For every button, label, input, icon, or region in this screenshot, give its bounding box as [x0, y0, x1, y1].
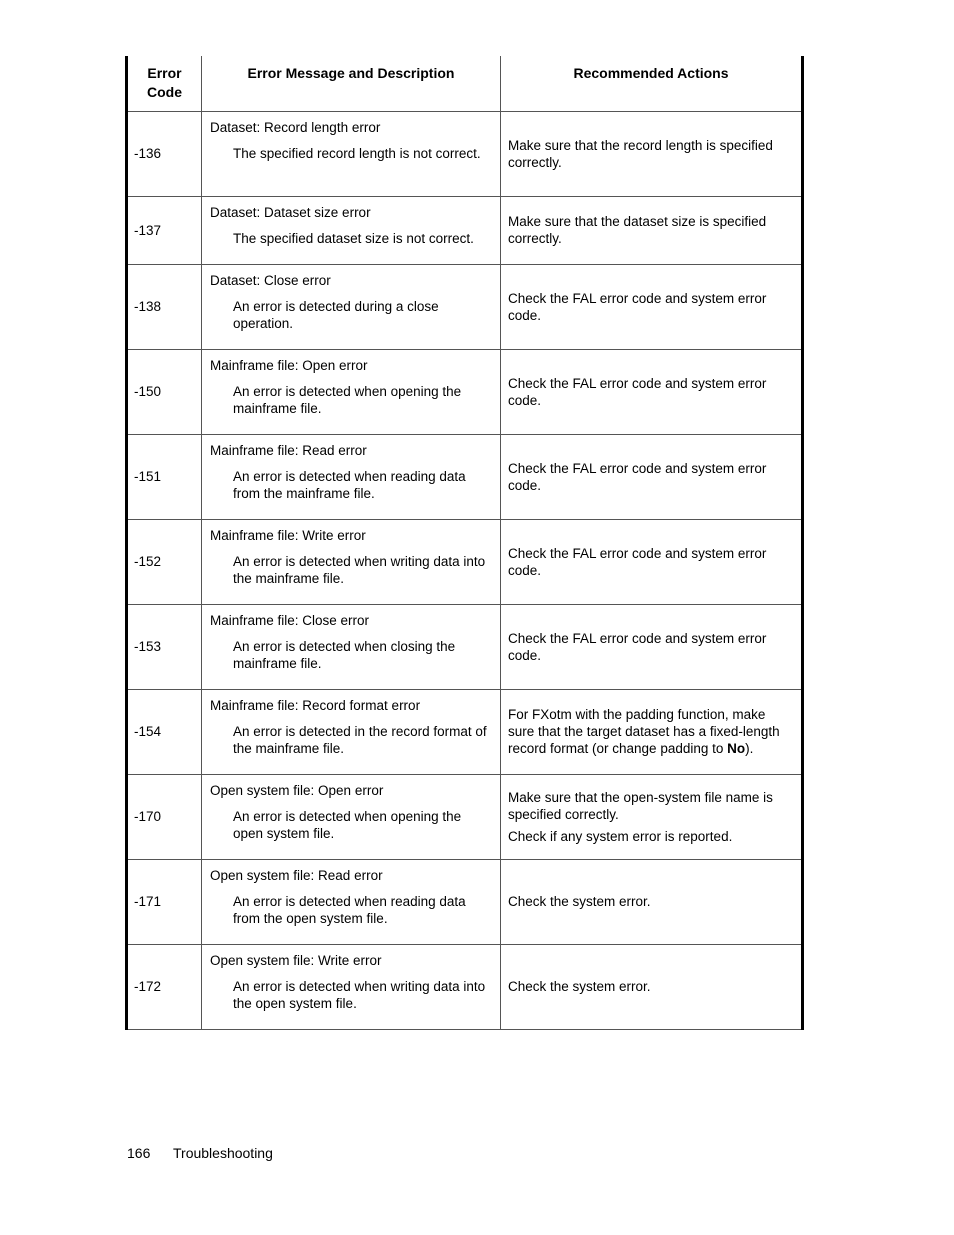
- error-code-cell: -138: [127, 264, 202, 349]
- recommended-action-cell: [501, 111, 803, 196]
- recommended-action-cell: [501, 944, 803, 1029]
- error-message-title: Mainframe file: Close error: [210, 612, 370, 628]
- table-row: [127, 689, 803, 774]
- error-description: An error is detected when closing the mainframe file.: [233, 638, 456, 671]
- recommended-action-text: Make sure that the dataset size is specified correctly.: [508, 214, 767, 246]
- error-message-title: Mainframe file: Open error: [210, 357, 368, 373]
- recommended-action-cell: [501, 349, 803, 434]
- error-message-cell: [202, 111, 501, 196]
- header-error-code: Error Code: [127, 56, 202, 111]
- table-row: [127, 196, 803, 264]
- error-description: An error is detected when opening the open system file.: [233, 808, 462, 841]
- error-code-table: [125, 56, 804, 1030]
- error-message-cell: [202, 689, 501, 774]
- recommended-action-cell: [501, 519, 803, 604]
- header-recommended-actions: Recommended Actions: [501, 56, 803, 111]
- error-description: An error is detected when writing data into the open system file.: [233, 978, 486, 1011]
- error-message-title: Open system file: Read error: [210, 867, 383, 883]
- recommended-action-cell: [501, 264, 803, 349]
- error-message-cell: [202, 349, 501, 434]
- table-row: [127, 111, 803, 196]
- error-code-cell: -137: [127, 196, 202, 264]
- error-message-cell: [202, 434, 501, 519]
- recommended-action-text: Check if any system error is reported.: [508, 828, 733, 844]
- error-message-title: Mainframe file: Record format error: [210, 697, 421, 713]
- error-description: An error is detected during a close operation.: [233, 298, 439, 331]
- error-description: The specified dataset size is not correct.: [233, 230, 474, 246]
- action-text-part: ).: [745, 741, 754, 756]
- error-message-cell: [202, 859, 501, 944]
- recommended-action-cell: [501, 604, 803, 689]
- page-footer: [127, 1145, 273, 1161]
- error-code-cell: -150: [127, 349, 202, 434]
- error-code-cell: -136: [127, 111, 202, 196]
- table-row: [127, 604, 803, 689]
- error-message-title: Mainframe file: Read error: [210, 442, 367, 458]
- error-code-cell: -170: [127, 774, 202, 859]
- recommended-action-text: Make sure that the open-system file name is specified correctly.: [508, 789, 773, 822]
- error-message-cell: [202, 196, 501, 264]
- recommended-action-text: Check the system error.: [508, 894, 651, 909]
- recommended-action-text: Check the system error.: [508, 979, 651, 994]
- table-row: [127, 434, 803, 519]
- table-row: [127, 944, 803, 1029]
- recommended-action-cell: [501, 689, 803, 774]
- recommended-action-cell: [501, 434, 803, 519]
- error-message-cell: [202, 519, 501, 604]
- error-description: An error is detected when reading data from the mainframe file.: [233, 468, 466, 501]
- error-code-cell: -154: [127, 689, 202, 774]
- table-row: [127, 519, 803, 604]
- recommended-action-text: Check the FAL error code and system error code.: [508, 290, 767, 323]
- error-message-cell: [202, 264, 501, 349]
- error-message-title: Mainframe file: Write error: [210, 527, 366, 543]
- header-error-message: Error Message and Description: [202, 56, 501, 111]
- error-description: The specified record length is not correct.: [233, 145, 481, 161]
- recommended-action-text: Check the FAL error code and system error code.: [508, 630, 767, 663]
- page-number: 166: [127, 1145, 151, 1161]
- table-row: [127, 859, 803, 944]
- error-description: An error is detected in the record format of the mainframe file.: [233, 723, 487, 756]
- error-description: An error is detected when writing data into the mainframe file.: [233, 553, 486, 586]
- error-message-cell: [202, 944, 501, 1029]
- recommended-action-text: Check the FAL error code and system error code.: [508, 460, 767, 493]
- error-code-cell: -171: [127, 859, 202, 944]
- error-description: An error is detected when reading data from the open system file.: [233, 893, 466, 926]
- action-text-part: For FXotm with the padding function, make sure that the target dataset has a fixed-length record format (or change padding to: [508, 707, 780, 756]
- error-message-title: Dataset: Dataset size error: [210, 204, 371, 220]
- error-code-cell: -172: [127, 944, 202, 1029]
- recommended-action-text: Make sure that the record length is specified correctly.: [508, 137, 773, 170]
- recommended-action-text: [508, 706, 795, 757]
- error-message-title: Dataset: Close error: [210, 272, 331, 288]
- recommended-action-cell: [501, 774, 803, 859]
- section-name: Troubleshooting: [173, 1145, 273, 1161]
- recommended-action-text: Check the FAL error code and system error code.: [508, 375, 767, 408]
- error-code-cell: -152: [127, 519, 202, 604]
- recommended-action-cell: [501, 859, 803, 944]
- error-code-cell: -153: [127, 604, 202, 689]
- error-message-title: Open system file: Write error: [210, 952, 382, 968]
- error-message-cell: [202, 604, 501, 689]
- error-code-cell: -151: [127, 434, 202, 519]
- error-message-title: Dataset: Record length error: [210, 119, 381, 135]
- recommended-action-text: Check the FAL error code and system error code.: [508, 545, 767, 578]
- error-message-cell: [202, 774, 501, 859]
- table-row: [127, 264, 803, 349]
- table-row: [127, 349, 803, 434]
- table-header-row: [127, 56, 803, 111]
- action-bold-value: No: [727, 741, 746, 756]
- recommended-action-cell: [501, 196, 803, 264]
- error-description: An error is detected when opening the mainframe file.: [233, 383, 462, 416]
- error-message-title: Open system file: Open error: [210, 782, 384, 798]
- table-row: [127, 774, 803, 859]
